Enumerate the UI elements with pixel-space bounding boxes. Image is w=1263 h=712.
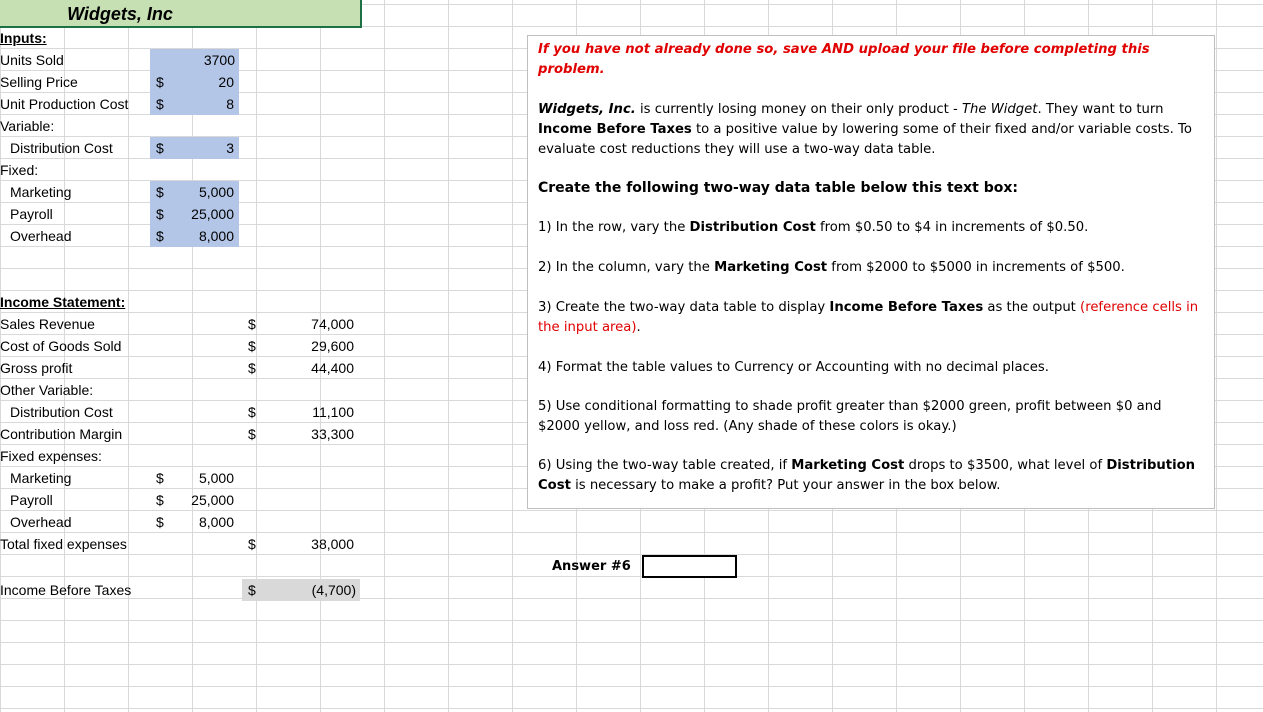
contribution-margin-label[interactable]: Contribution Margin (0, 426, 123, 442)
step-1: 1) In the row, vary the Distribution Cost from $0.50 to $4 in increments of $0.50. (538, 220, 1089, 235)
answer-label: Answer #6 (552, 559, 631, 574)
currency-symbol: $ (156, 470, 164, 486)
currency-symbol: $ (248, 338, 256, 354)
variable-label[interactable]: Variable: (0, 118, 55, 134)
other-variable-label[interactable]: Other Variable: (0, 382, 94, 398)
step-5: 5) Use conditional formatting to shade profit greater than $2000 green, profit between $0 and $2000 yellow, and loss red. (Any shade of these colors is okay.) (538, 399, 1162, 434)
gross-profit-label[interactable]: Gross profit (0, 360, 73, 376)
currency-symbol: $ (156, 492, 164, 508)
overhead-expense-cell[interactable]: 8,000 (198, 514, 234, 530)
payroll-expense-cell[interactable]: 25,000 (191, 492, 234, 508)
units-sold-label[interactable]: Units Sold (0, 52, 64, 68)
step-3: 3) Create the two-way data table to display Income Before Taxes as the output (reference cells in the input area). (538, 300, 1199, 335)
marketing-expense-cell[interactable]: 5,000 (198, 470, 234, 486)
overhead-cell[interactable] (150, 225, 239, 247)
create-heading: Create the following two-way data table below this text box: (538, 180, 1019, 196)
currency-symbol: $ (156, 96, 164, 112)
instructions-textbox[interactable] (527, 35, 1215, 509)
marketing-value: 5,000 (198, 184, 234, 200)
currency-symbol: $ (156, 74, 164, 90)
inputs-header[interactable]: Inputs: (0, 30, 47, 46)
units-sold-cell[interactable]: 3700 (150, 49, 239, 71)
sheet-title[interactable]: Widgets, Inc (0, 0, 362, 28)
currency-symbol: $ (248, 426, 256, 442)
currency-symbol: $ (248, 316, 256, 332)
payroll-expense-label[interactable]: Payroll (10, 492, 53, 508)
payroll-label[interactable]: Payroll (10, 206, 53, 222)
unit-production-cost-value: 8 (226, 96, 234, 112)
distribution-expense-cell[interactable]: 11,100 (312, 404, 354, 420)
income-before-taxes-label[interactable]: Income Before Taxes (0, 582, 132, 598)
marketing-cell[interactable] (150, 181, 239, 203)
currency-symbol: $ (248, 582, 256, 598)
selling-price-value: 20 (218, 74, 234, 90)
selling-price-label[interactable]: Selling Price (0, 74, 78, 90)
distribution-expense-label[interactable]: Distribution Cost (10, 404, 113, 420)
marketing-label[interactable]: Marketing (10, 184, 72, 200)
currency-symbol: $ (248, 404, 256, 420)
currency-symbol: $ (156, 140, 164, 156)
income-statement-header[interactable]: Income Statement: (0, 294, 126, 310)
overhead-expense-label[interactable]: Overhead (10, 514, 72, 530)
unit-production-cost-label[interactable]: Unit Production Cost (0, 96, 129, 112)
save-warning: If you have not already done so, save AND upload your file before completing this problem. (538, 42, 1150, 77)
fixed-label[interactable]: Fixed: (0, 162, 39, 178)
distribution-cost-value: 3 (226, 140, 234, 156)
total-fixed-expenses-label[interactable]: Total fixed expenses (0, 536, 127, 552)
marketing-expense-label[interactable]: Marketing (10, 470, 72, 486)
fixed-expenses-label[interactable]: Fixed expenses: (0, 448, 102, 464)
step-2: 2) In the column, vary the Marketing Cost from $2000 to $5000 in increments of $500. (538, 260, 1125, 275)
income-before-taxes-cell[interactable] (242, 579, 360, 601)
contribution-margin-cell[interactable]: 33,300 (311, 426, 354, 442)
step-4: 4) Format the table values to Currency or Accounting with no decimal places. (538, 360, 1049, 375)
currency-symbol: $ (156, 184, 164, 200)
currency-symbol: $ (156, 228, 164, 244)
currency-symbol: $ (156, 514, 164, 530)
overhead-label[interactable]: Overhead (10, 228, 72, 244)
step-6: 6) Using the two-way table created, if Marketing Cost drops to $3500, what level of Distribution Cost is necessary to make a profit? Put your answer in the box below. (538, 458, 1196, 493)
currency-symbol: $ (248, 536, 256, 552)
distribution-cost-label[interactable]: Distribution Cost (10, 140, 113, 156)
sales-revenue-cell[interactable]: 74,000 (311, 316, 354, 332)
gross-profit-cell[interactable]: 44,400 (311, 360, 354, 376)
payroll-cell[interactable] (150, 203, 239, 225)
overhead-value: 8,000 (198, 228, 234, 244)
total-fixed-expenses-cell[interactable]: 38,000 (311, 536, 354, 552)
currency-symbol: $ (248, 360, 256, 376)
intro-paragraph: Widgets, Inc. is currently losing money on their only product - The Widget. They want to turn Income Before Taxes to a positive value by lowering some of their fixed and/or variable costs. To evaluate cost reductions they will use a two-way data table. (538, 102, 1192, 157)
payroll-value: 25,000 (191, 206, 234, 222)
answer-input-cell[interactable] (642, 555, 737, 578)
income-before-taxes-value: (4,700) (311, 582, 356, 598)
cogs-label[interactable]: Cost of Goods Sold (0, 338, 122, 354)
distribution-cost-cell[interactable] (150, 137, 239, 159)
selling-price-cell[interactable] (150, 71, 239, 93)
sales-revenue-label[interactable]: Sales Revenue (0, 316, 95, 332)
currency-symbol: $ (156, 206, 164, 222)
cogs-cell[interactable]: 29,600 (311, 338, 354, 354)
unit-production-cost-cell[interactable] (150, 93, 239, 115)
